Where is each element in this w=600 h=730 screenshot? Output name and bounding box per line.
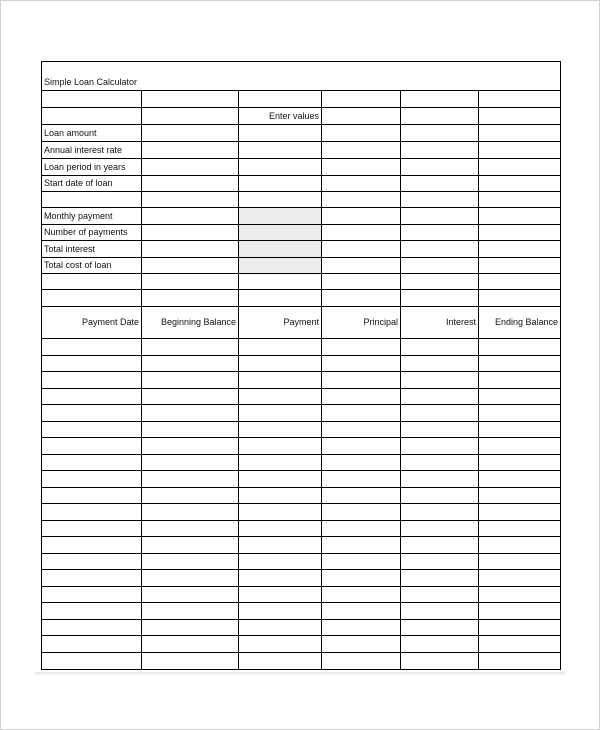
cell-r0-col4[interactable] [322,91,401,108]
cell-r5-col5[interactable] [401,176,479,192]
cell-r2-col5[interactable] [401,125,479,142]
schedule-cell[interactable] [239,471,322,488]
schedule-cell[interactable] [401,422,479,439]
cell-r9-col2[interactable] [142,241,239,258]
schedule-cell[interactable] [239,603,322,620]
schedule-cell[interactable] [322,455,401,472]
schedule-cell[interactable] [239,488,322,505]
schedule-cell[interactable] [239,389,322,406]
cell-r9-col6[interactable] [479,241,560,258]
loan-calculator-sheet [41,61,561,670]
schedule-cell[interactable] [239,339,322,356]
schedule-cell[interactable] [401,587,479,604]
cell-r0-value[interactable] [239,91,322,108]
schedule-cell[interactable] [479,620,560,637]
cell-r8-col4[interactable] [322,225,401,241]
cell-r5-col4[interactable] [322,176,401,192]
cell-r2-col2[interactable] [142,125,239,142]
schedule-cell[interactable] [42,570,142,587]
schedule-cell[interactable] [142,488,239,505]
schedule-cell[interactable] [401,570,479,587]
schedule-cell[interactable] [42,372,142,389]
cell-r1-col4[interactable] [322,108,401,125]
schedule-header: Payment Date [42,307,142,339]
cell-r4-col6[interactable] [479,159,560,176]
schedule-cell[interactable] [479,521,560,538]
cell-r1-label[interactable] [42,108,142,125]
cell-r11-col4[interactable] [322,274,401,290]
cell-r8-col5[interactable] [401,225,479,241]
schedule-cell[interactable] [479,471,560,488]
schedule-cell[interactable] [479,422,560,439]
schedule-cell[interactable] [42,504,142,521]
schedule-cell[interactable] [479,405,560,422]
schedule-cell[interactable] [479,372,560,389]
schedule-cell[interactable] [401,356,479,373]
schedule-cell[interactable] [322,587,401,604]
schedule-cell[interactable] [42,339,142,356]
schedule-header: Payment [239,307,322,339]
schedule-cell[interactable] [142,389,239,406]
output-value-cell[interactable] [239,225,322,241]
cell-r5-col6[interactable] [479,176,560,192]
schedule-cell[interactable] [239,405,322,422]
schedule-cell[interactable] [322,389,401,406]
output-value-cell[interactable] [239,208,322,225]
cell-r12-col4[interactable] [322,290,401,307]
cell-r7-col2[interactable] [142,208,239,225]
schedule-cell[interactable] [42,438,142,455]
schedule-cell[interactable] [142,587,239,604]
schedule-cell[interactable] [479,356,560,373]
schedule-cell[interactable] [479,653,560,670]
output-value-cell[interactable] [239,258,322,274]
schedule-cell[interactable] [239,372,322,389]
schedule-cell[interactable] [401,389,479,406]
schedule-cell[interactable] [42,587,142,604]
cell-r6-col2[interactable] [142,192,239,208]
schedule-cell[interactable] [239,570,322,587]
cell-r2-col4[interactable] [322,125,401,142]
enter-values-label: Enter values [239,108,322,125]
schedule-cell[interactable] [322,537,401,554]
cell-r0-col2[interactable] [142,91,239,108]
schedule-cell[interactable] [479,554,560,571]
cell-r12-col2[interactable] [142,290,239,307]
input-label: Loan period in years [42,159,142,176]
schedule-cell[interactable] [322,372,401,389]
schedule-cell[interactable] [322,422,401,439]
schedule-cell[interactable] [142,471,239,488]
schedule-cell[interactable] [142,521,239,538]
schedule-cell[interactable] [479,339,560,356]
schedule-cell[interactable] [322,488,401,505]
schedule-cell[interactable] [239,636,322,653]
schedule-cell[interactable] [322,653,401,670]
cell-r2-col6[interactable] [479,125,560,142]
schedule-cell[interactable] [479,488,560,505]
schedule-cell[interactable] [401,653,479,670]
cell-r3-col4[interactable] [322,142,401,159]
cell-r6-col5[interactable] [401,192,479,208]
schedule-cell[interactable] [479,537,560,554]
cell-r4-col2[interactable] [142,159,239,176]
cell-r0-col6[interactable] [479,91,560,108]
cell-r7-col6[interactable] [479,208,560,225]
input-value-cell[interactable] [239,176,322,192]
schedule-cell[interactable] [142,405,239,422]
output-label: Number of payments [42,225,142,241]
schedule-cell[interactable] [322,356,401,373]
schedule-cell[interactable] [239,521,322,538]
schedule-cell[interactable] [401,620,479,637]
schedule-cell[interactable] [42,488,142,505]
schedule-cell[interactable] [142,570,239,587]
cell-r12-col5[interactable] [401,290,479,307]
cell-r11-col6[interactable] [479,274,560,290]
cell-r10-col6[interactable] [479,258,560,274]
schedule-cell[interactable] [239,587,322,604]
schedule-cell[interactable] [401,636,479,653]
schedule-cell[interactable] [142,603,239,620]
schedule-cell[interactable] [479,570,560,587]
schedule-cell[interactable] [239,455,322,472]
schedule-cell[interactable] [322,554,401,571]
schedule-cell[interactable] [401,521,479,538]
cell-r10-col4[interactable] [322,258,401,274]
schedule-cell[interactable] [322,521,401,538]
schedule-cell[interactable] [401,471,479,488]
schedule-cell[interactable] [142,554,239,571]
input-value-cell[interactable] [239,125,322,142]
schedule-cell[interactable] [42,356,142,373]
schedule-cell[interactable] [322,339,401,356]
cell-r4-col5[interactable] [401,159,479,176]
schedule-cell[interactable] [322,438,401,455]
schedule-cell[interactable] [322,620,401,637]
schedule-cell[interactable] [239,356,322,373]
cell-r3-col5[interactable] [401,142,479,159]
schedule-cell[interactable] [401,504,479,521]
schedule-cell[interactable] [401,537,479,554]
cell-r11-col2[interactable] [142,274,239,290]
schedule-cell[interactable] [322,504,401,521]
input-label: Start date of loan [42,176,142,192]
schedule-cell[interactable] [239,554,322,571]
schedule-cell[interactable] [142,356,239,373]
cell-r9-col4[interactable] [322,241,401,258]
schedule-cell[interactable] [142,372,239,389]
schedule-cell[interactable] [142,620,239,637]
schedule-cell[interactable] [142,636,239,653]
schedule-header: Beginning Balance [142,307,239,339]
schedule-cell[interactable] [322,636,401,653]
cell-r0-label[interactable] [42,91,142,108]
schedule-cell[interactable] [42,554,142,571]
schedule-cell[interactable] [142,438,239,455]
schedule-cell[interactable] [42,389,142,406]
schedule-cell[interactable] [479,636,560,653]
sheet-title: Simple Loan Calculator [42,62,560,91]
output-label: Monthly payment [42,208,142,225]
schedule-cell[interactable] [42,603,142,620]
schedule-cell[interactable] [42,620,142,637]
cell-r6-col4[interactable] [322,192,401,208]
input-label: Loan amount [42,125,142,142]
schedule-cell[interactable] [322,603,401,620]
schedule-cell[interactable] [479,455,560,472]
schedule-cell[interactable] [401,372,479,389]
schedule-cell[interactable] [401,603,479,620]
schedule-cell[interactable] [401,488,479,505]
input-value-cell[interactable] [239,142,322,159]
cell-r6-label[interactable] [42,192,142,208]
schedule-cell[interactable] [42,521,142,538]
schedule-cell[interactable] [239,438,322,455]
schedule-cell[interactable] [479,438,560,455]
schedule-cell[interactable] [142,339,239,356]
schedule-cell[interactable] [142,653,239,670]
schedule-cell[interactable] [142,537,239,554]
schedule-cell[interactable] [479,389,560,406]
schedule-header: Principal [322,307,401,339]
schedule-cell[interactable] [239,504,322,521]
cell-r7-col4[interactable] [322,208,401,225]
page-bottom-edge [35,672,565,675]
schedule-cell[interactable] [42,537,142,554]
cell-r11-label[interactable] [42,274,142,290]
cell-r12-value[interactable] [239,290,322,307]
schedule-header: Interest [401,307,479,339]
output-label: Total interest [42,241,142,258]
schedule-cell[interactable] [142,455,239,472]
cell-r1-col2[interactable] [142,108,239,125]
cell-r7-col5[interactable] [401,208,479,225]
schedule-cell[interactable] [239,653,322,670]
schedule-cell[interactable] [42,653,142,670]
schedule-cell[interactable] [401,455,479,472]
cell-r3-col6[interactable] [479,142,560,159]
cell-r1-col6[interactable] [479,108,560,125]
output-label: Total cost of loan [42,258,142,274]
schedule-cell[interactable] [322,405,401,422]
cell-r6-col6[interactable] [479,192,560,208]
schedule-cell[interactable] [42,636,142,653]
schedule-cell[interactable] [401,554,479,571]
input-label: Annual interest rate [42,142,142,159]
cell-r8-col6[interactable] [479,225,560,241]
schedule-cell[interactable] [239,422,322,439]
schedule-cell[interactable] [479,587,560,604]
cell-r10-col5[interactable] [401,258,479,274]
schedule-cell[interactable] [142,504,239,521]
schedule-cell[interactable] [322,570,401,587]
cell-r6-value[interactable] [239,192,322,208]
schedule-cell[interactable] [479,504,560,521]
schedule-cell[interactable] [401,339,479,356]
cell-r0-col5[interactable] [401,91,479,108]
schedule-cell[interactable] [479,603,560,620]
input-value-cell[interactable] [239,159,322,176]
schedule-cell[interactable] [322,471,401,488]
schedule-cell[interactable] [239,537,322,554]
output-value-cell[interactable] [239,241,322,258]
cell-r1-col5[interactable] [401,108,479,125]
schedule-cell[interactable] [401,405,479,422]
schedule-cell[interactable] [42,471,142,488]
schedule-cell[interactable] [401,438,479,455]
cell-r3-col2[interactable] [142,142,239,159]
cell-r12-label[interactable] [42,290,142,307]
schedule-cell[interactable] [42,405,142,422]
cell-r9-col5[interactable] [401,241,479,258]
cell-r5-col2[interactable] [142,176,239,192]
schedule-cell[interactable] [42,422,142,439]
schedule-cell[interactable] [239,620,322,637]
schedule-cell[interactable] [142,422,239,439]
cell-r11-col5[interactable] [401,274,479,290]
cell-r8-col2[interactable] [142,225,239,241]
cell-r11-value[interactable] [239,274,322,290]
cell-r10-col2[interactable] [142,258,239,274]
cell-r12-col6[interactable] [479,290,560,307]
schedule-header: Ending Balance [479,307,560,339]
cell-r4-col4[interactable] [322,159,401,176]
schedule-cell[interactable] [42,455,142,472]
